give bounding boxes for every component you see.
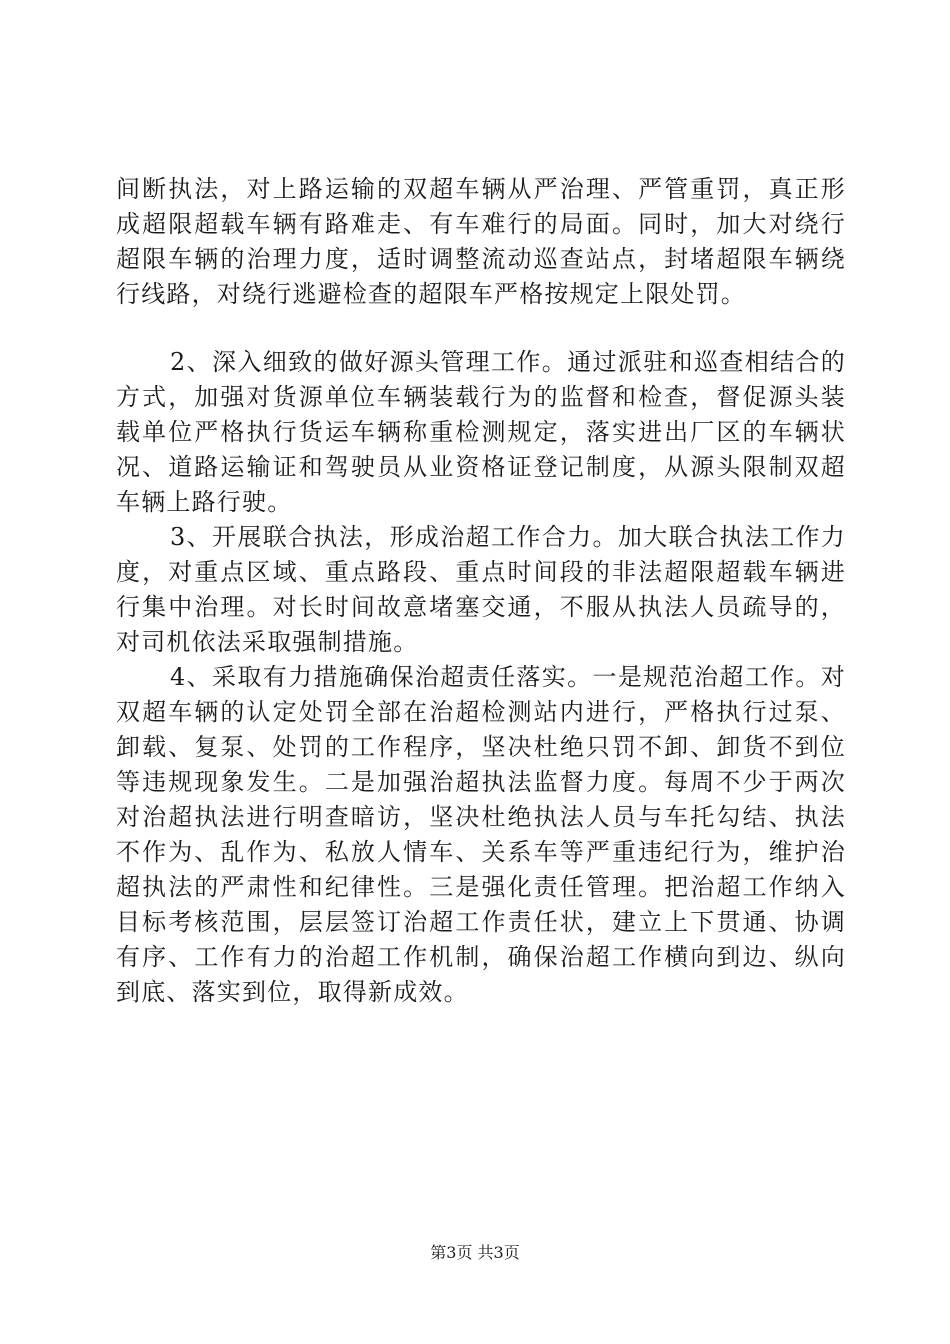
paragraph-continuation: 间断执法，对上路运输的双超车辆从严治理、严管重罚，真正形成超限超载车辆有路难走、有车难行的局面。同时，加大对绕行超限车辆的治理力度，适时调整流动巡查站点，封堵超限车辆绕行线路，对绕行逃避检查的超限车严格按规定上限处罚。 <box>116 175 846 308</box>
paragraph-source-management: 2、深入细致的做好源头管理工作。通过派驻和巡查相结合的方式，加强对货源单位车辆装载行为的监督和检查，督促源头装载单位严格执行货运车辆称重检测规定，落实进出厂区的车辆状况、道路运输证和驾驶员从业资格证登记制度，从源头限制双超车辆上路行驶。 <box>116 348 846 516</box>
paragraph-joint-enforcement: 3、开展联合执法，形成治超工作合力。加大联合执法工作力度，对重点区域、重点路段、重点时间段的非法超限超载车辆进行集中治理。对长时间故意堵塞交通，不服从执法人员疏导的，对司机依法采取强制措施。 <box>116 523 846 656</box>
paragraph-gap <box>116 312 846 345</box>
page-footer: 第3页 共3页 <box>430 1243 520 1262</box>
paragraph-responsibility-measures: 4、采取有力措施确保治超责任落实。一是规范治超工作。对双超车辆的认定处罚全部在治超检测站内进行，严格执行过泵、卸载、复泵、处罚的工作程序，坚决杜绝只罚不卸、卸货不到位等违规现象发生。二是加强治超执法监督力度。每周不少于两次对治超执法进行明查暗访，坚决杜绝执法人员与车托勾结、执法不作为、乱作为、私放人情车、关系车等严重违纪行为，维护治超执法的严肃性和纪律性。三是强化责任管理。把治超工作纳入目标考核范围，层层签订治超工作责任状，建立上下贯通、协调有序、工作有力的治超工作机制，确保治超工作横向到边、纵向到底、落实到位，取得新成效。 <box>116 663 846 1006</box>
document-body <box>116 172 846 1010</box>
